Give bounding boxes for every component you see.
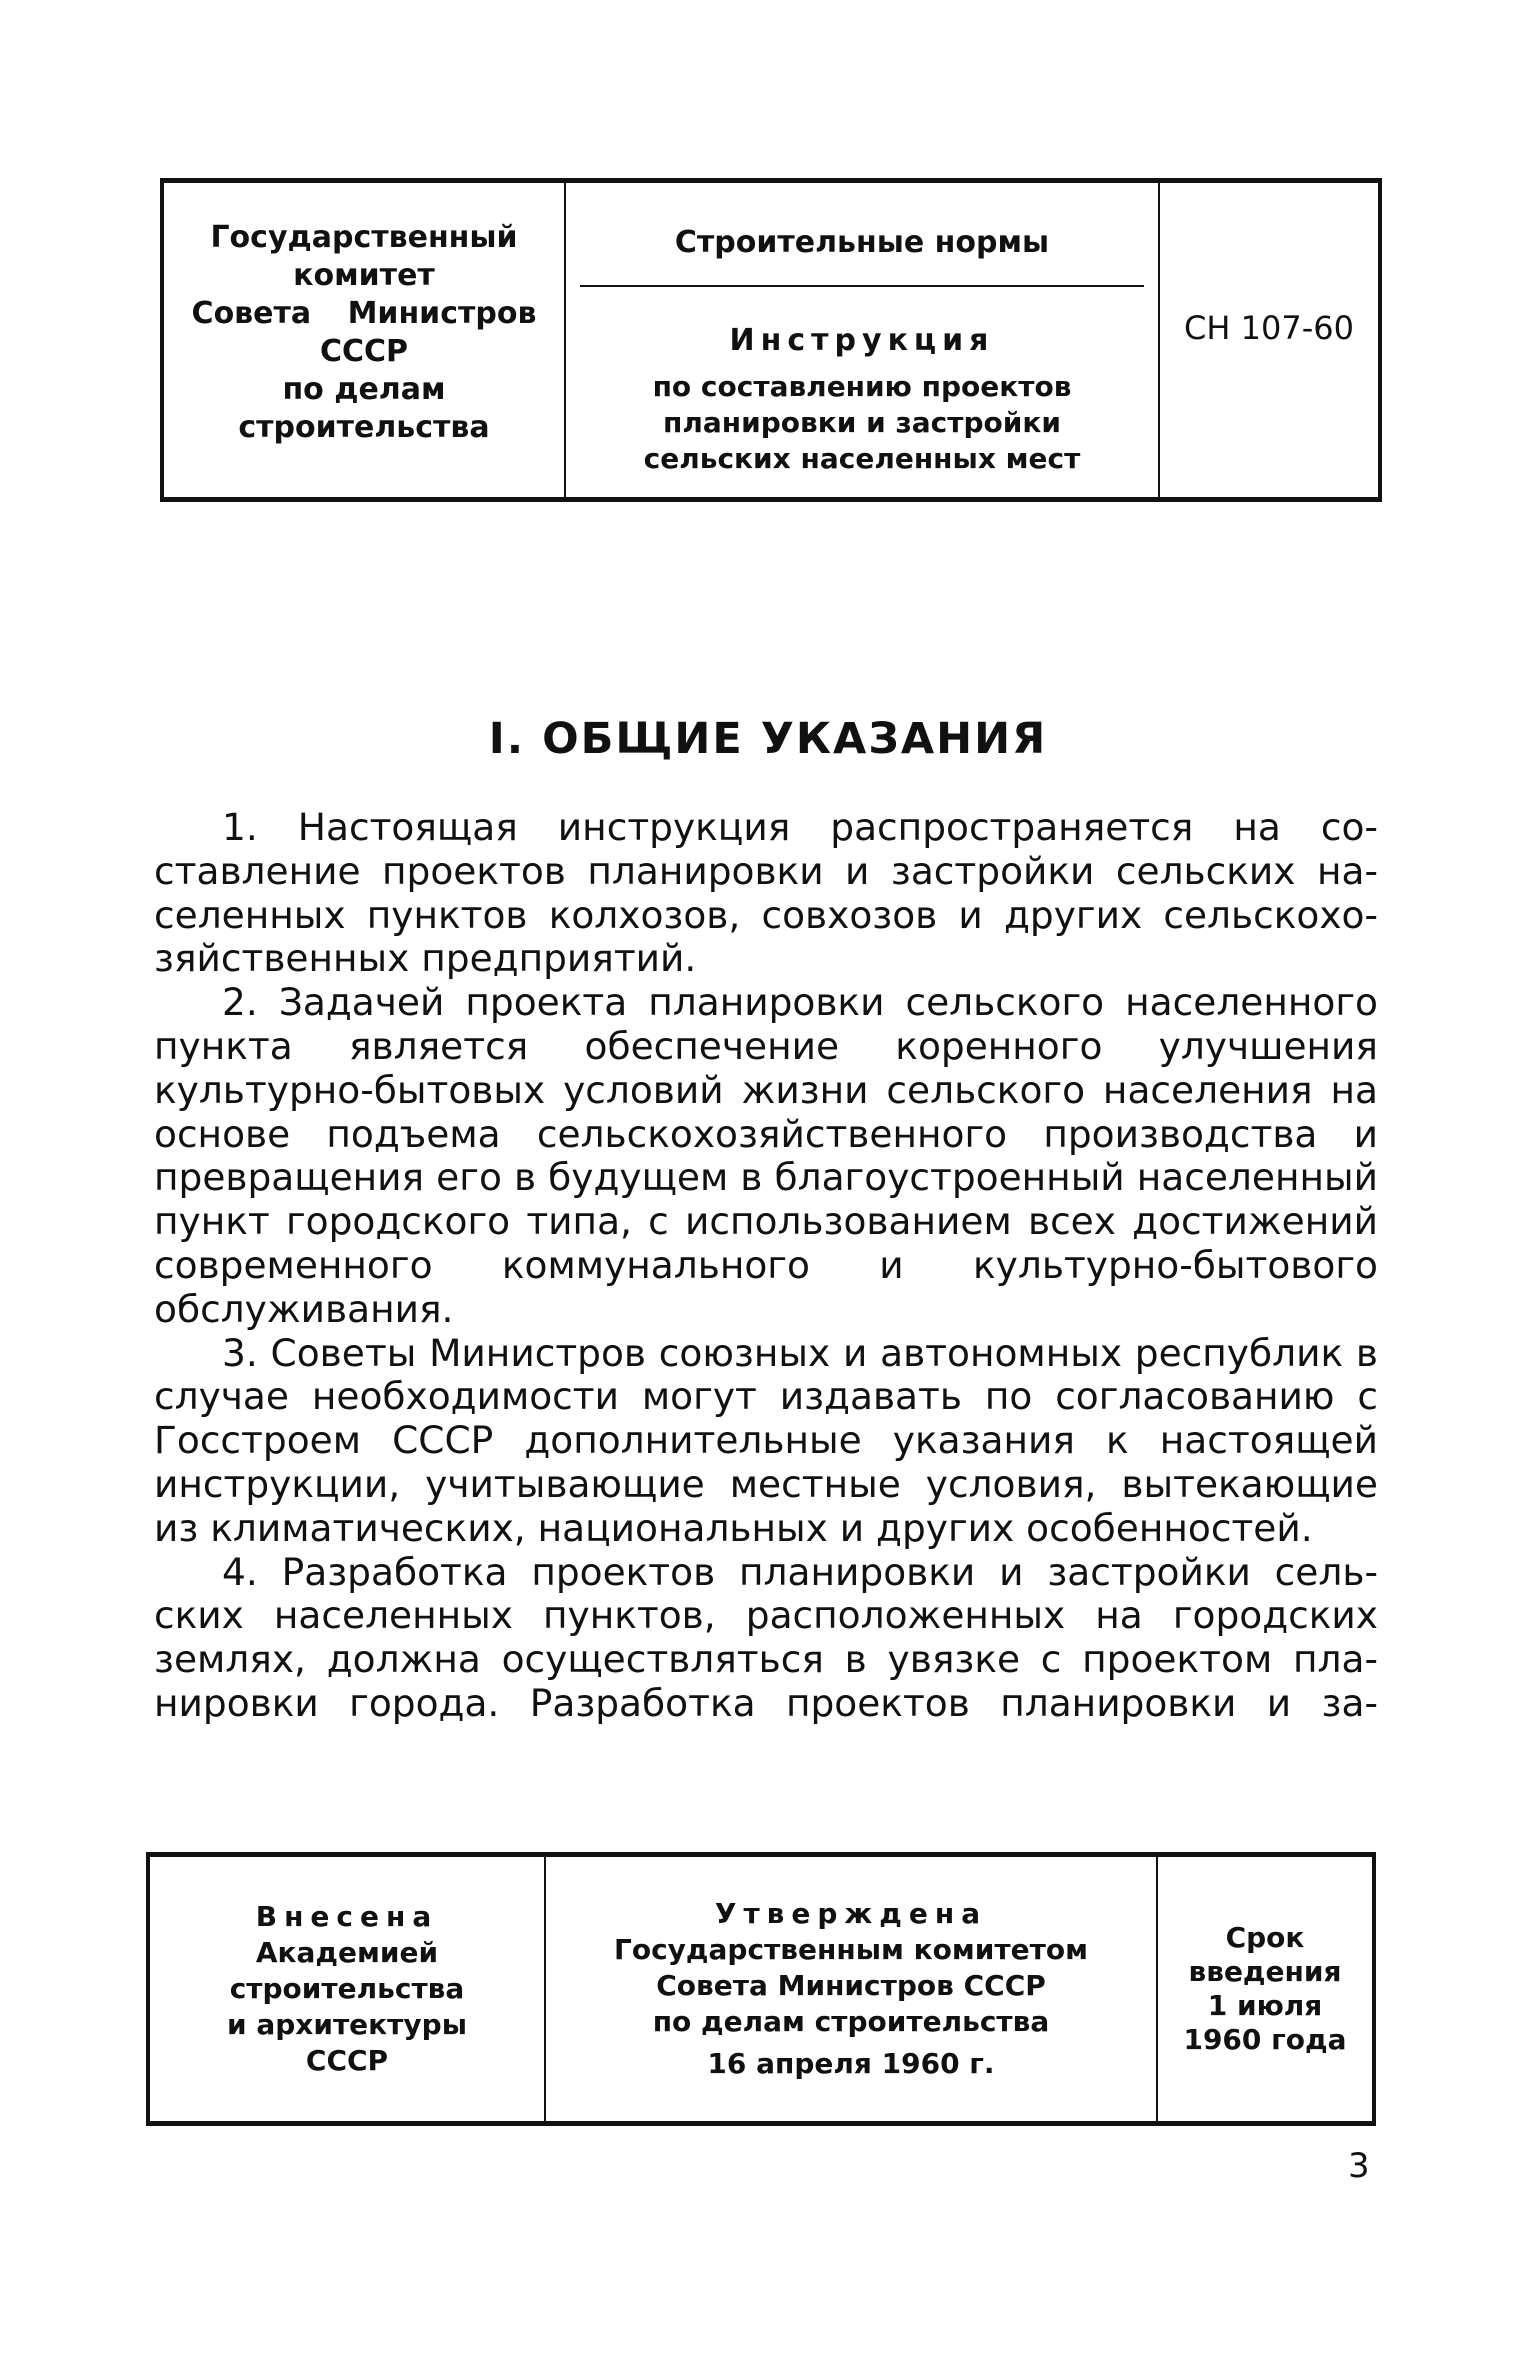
- org-line: СССР: [319, 334, 409, 369]
- norms-label: Строительные нормы: [674, 225, 1050, 260]
- paragraph: 2. Задачей проекта планировки сельского населенного пункта является обеспечение коренного улучшения культурно-бытовых условий жизни сельского населения на основе подъема сельскохозяйственного производства и превращения его в будущем в благоустроенный населенный пункт городского типа, с использованием всех достижений современного коммунального и культурно-бытового обслуживания.: [154, 980, 1378, 1331]
- approved-by-line: по делам строительства: [652, 2005, 1050, 2038]
- paragraph: 4. Разработка проектов планировки и застройки сельских населенных пунктов, расположенных на городских землях, должна осуществляться в увязке с проектом планировки города. Разработка проектов планировки и за-: [154, 1549, 1378, 1725]
- approved-by-line: Совета Министров СССР: [656, 1969, 1046, 2002]
- introduced-by-line: строительства: [229, 1972, 465, 2005]
- issuing-organization-cell: [164, 183, 566, 497]
- org-line: по делам: [282, 372, 446, 407]
- approved-by-line: Государственным комитетом: [614, 1933, 1088, 1966]
- effective-line: введения: [1188, 1955, 1342, 1988]
- effective-line: 1 июля: [1207, 1989, 1323, 2022]
- section-title: I. ОБЩИЕ УКАЗАНИЯ: [488, 714, 1048, 764]
- instruction-title: Инструкция: [729, 323, 995, 358]
- document-code: СН 107-60: [1184, 309, 1354, 347]
- approved-label: Утверждена: [714, 1897, 988, 1930]
- header-table: [160, 178, 1382, 502]
- effective-date-cell: [1158, 1857, 1372, 2121]
- paragraph: 1. Настоящая инструкция распространяется на составление проектов планировки и застройки сельских населенных пунктов колхозов, совхозов и других сельскохозяйственных предприятий.: [154, 805, 1378, 981]
- page-number: 3: [1348, 2146, 1370, 2186]
- introduced-by-line: и архитектуры: [226, 2008, 468, 2041]
- introduced-by-line: Академией: [255, 1936, 439, 1969]
- introduced-by-line: СССР: [305, 2044, 389, 2077]
- instruction-subtitle: [566, 369, 1158, 477]
- footer-table: [146, 1852, 1376, 2126]
- subtitle-line: по составлению проектов: [652, 370, 1072, 403]
- approved-cell: [546, 1857, 1158, 2121]
- subtitle-line: сельских населенных мест: [643, 442, 1081, 475]
- document-code-cell: [1160, 183, 1378, 497]
- org-line: Совета Министров: [191, 296, 537, 331]
- issuing-organization: [179, 219, 549, 447]
- paragraph: 3. Советы Министров союзных и автономных республик в случае необходимости могут издавать по согласованию с Госстроем СССР дополнительные указания к настоящей инструкции, учитывающие местные условия, вытекающие из климатических, национальных и других особенностей.: [154, 1330, 1378, 1550]
- body-text: [154, 806, 1378, 1726]
- document-title-cell: [566, 183, 1160, 497]
- effective-line: 1960 года: [1183, 2023, 1347, 2056]
- introduced-label: Внесена: [255, 1900, 439, 1933]
- subtitle-line: планировки и застройки: [663, 406, 1061, 439]
- approved-date: 16 апреля 1960 г.: [707, 2047, 995, 2080]
- title-divider: [580, 285, 1144, 287]
- effective-line: Срок: [1225, 1921, 1305, 1954]
- org-line: строительства: [238, 410, 490, 445]
- org-line: комитет: [293, 258, 435, 293]
- org-line: Государственный: [210, 220, 518, 255]
- introduced-cell: [150, 1857, 546, 2121]
